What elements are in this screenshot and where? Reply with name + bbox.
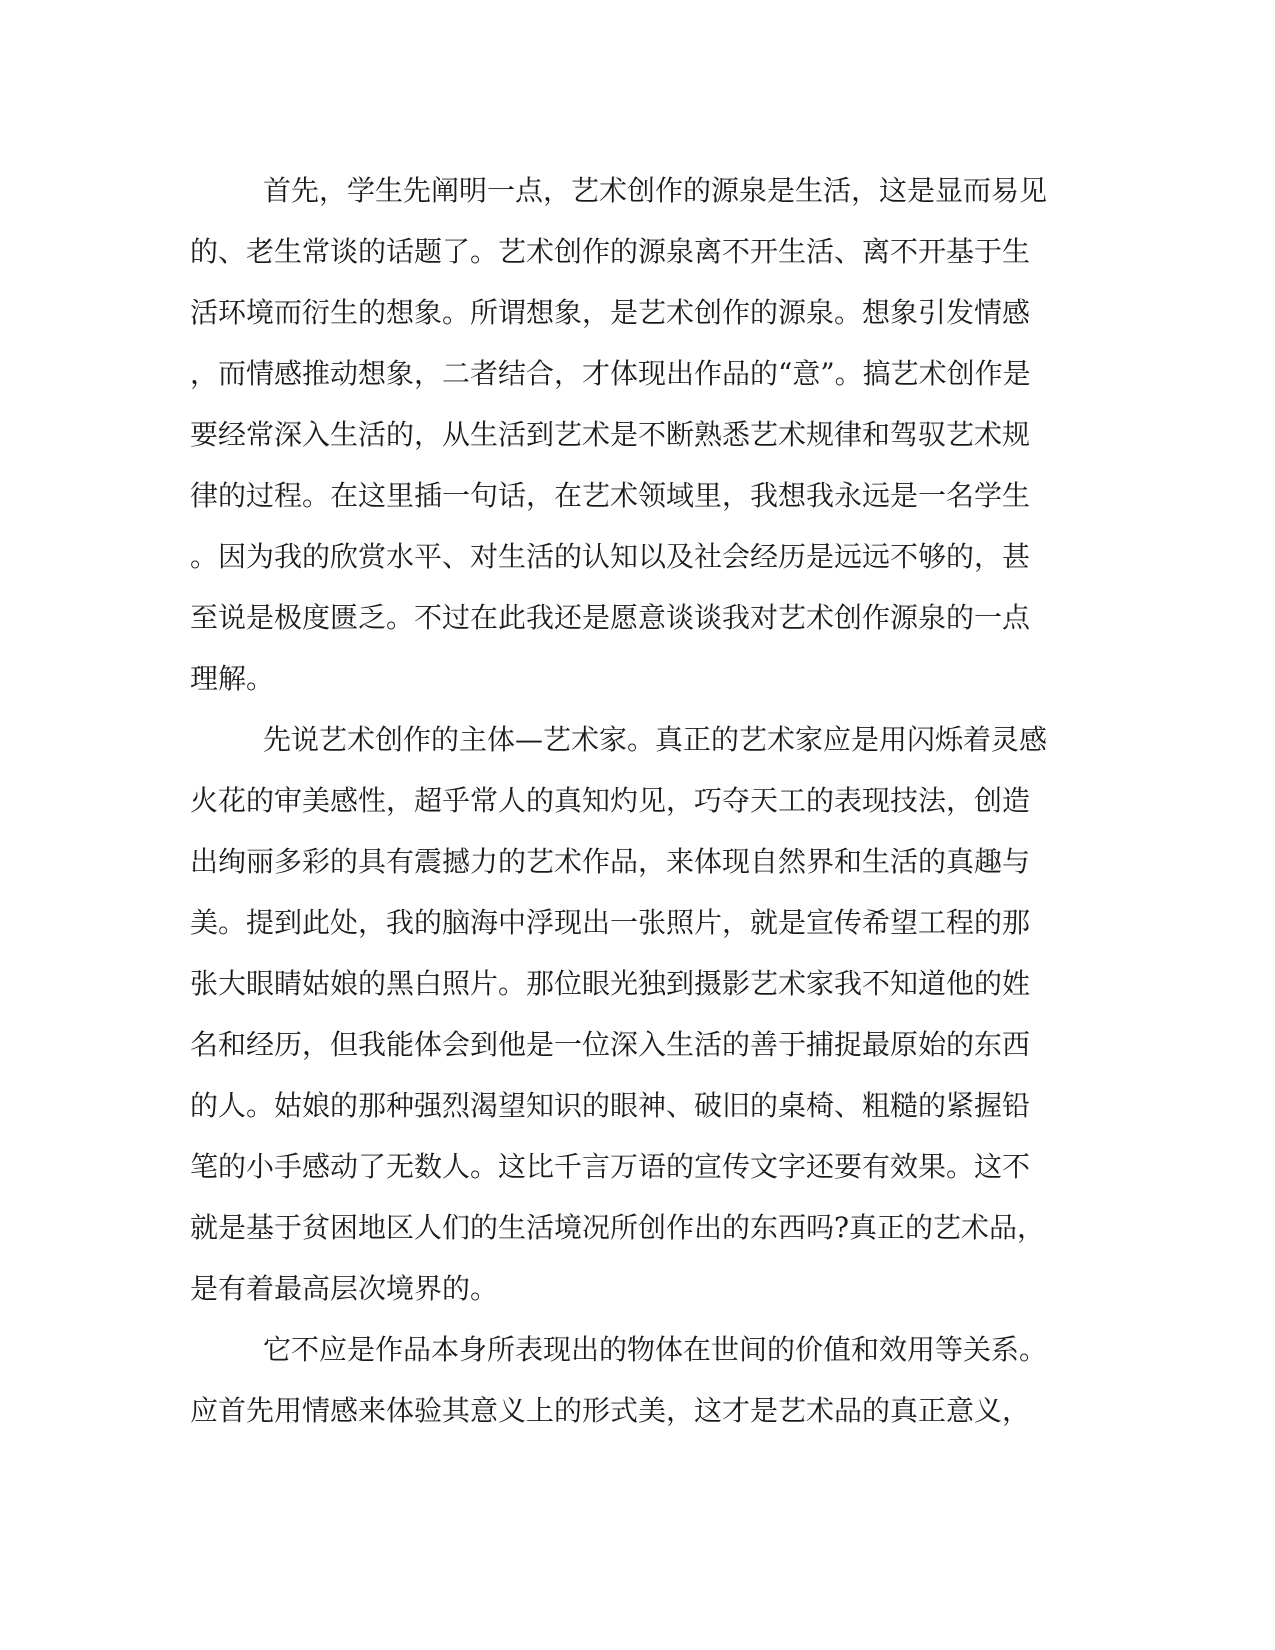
text-line: 应首先用情感来体验其意义上的形式美，这才是艺术品的真正意义， — [190, 1394, 1031, 1427]
body-text — [190, 160, 1050, 1441]
text-line: 张大眼睛姑娘的黑白照片。那位眼光独到摄影艺术家我不知道他的姓 — [190, 967, 1031, 1000]
text-line: 名和经历，但我能体会到他是一位深入生活的善于捕捉最原始的东西 — [190, 1028, 1031, 1061]
text-line: 的人。姑娘的那种强烈渴望知识的眼神、破旧的桌椅、粗糙的紧握铅 — [190, 1089, 1031, 1122]
paragraph-3 — [190, 1319, 1050, 1441]
text-line: ，而情感推动想象，二者结合，才体现出作品的“意”。搞艺术创作是 — [190, 357, 1031, 390]
text-line: 它不应是作品本身所表现出的物体在世间的价值和效用等关系。 — [263, 1333, 1048, 1366]
text-line: 美。提到此处，我的脑海中浮现出一张照片，就是宣传希望工程的那 — [190, 906, 1031, 939]
text-line: 出绚丽多彩的具有震撼力的艺术作品，来体现自然界和生活的真趣与 — [190, 845, 1031, 878]
text-line: 律的过程。在这里插一句话，在艺术领域里，我想我永远是一名学生 — [190, 479, 1031, 512]
text-line: 至说是极度匮乏。不过在此我还是愿意谈谈我对艺术创作源泉的一点 — [190, 601, 1031, 634]
text-line: 笔的小手感动了无数人。这比千言万语的宣传文字还要有效果。这不 — [190, 1150, 1031, 1183]
paragraph-2 — [190, 709, 1050, 1319]
text-line: 。因为我的欣赏水平、对生活的认知以及社会经历是远远不够的，甚 — [190, 540, 1031, 573]
text-line: 的、老生常谈的话题了。艺术创作的源泉离不开生活、离不开基于生 — [190, 235, 1031, 268]
paragraph-1 — [190, 160, 1050, 709]
text-line: 活环境而衍生的想象。所谓想象，是艺术创作的源泉。想象引发情感 — [190, 296, 1031, 329]
text-line: 首先，学生先阐明一点，艺术创作的源泉是生活，这是显而易见 — [263, 174, 1048, 207]
text-line: 要经常深入生活的，从生活到艺术是不断熟悉艺术规律和驾驭艺术规 — [190, 418, 1031, 451]
text-line: 就是基于贫困地区人们的生活境况所创作出的东西吗?真正的艺术品， — [190, 1211, 1046, 1244]
text-line: 先说艺术创作的主体—艺术家。真正的艺术家应是用闪烁着灵感 — [263, 723, 1048, 756]
text-line: 是有着最高层次境界的。 — [190, 1272, 499, 1305]
text-line: 火花的审美感性，超乎常人的真知灼见，巧夺天工的表现技法，创造 — [190, 784, 1031, 817]
text-line: 理解。 — [190, 662, 275, 695]
